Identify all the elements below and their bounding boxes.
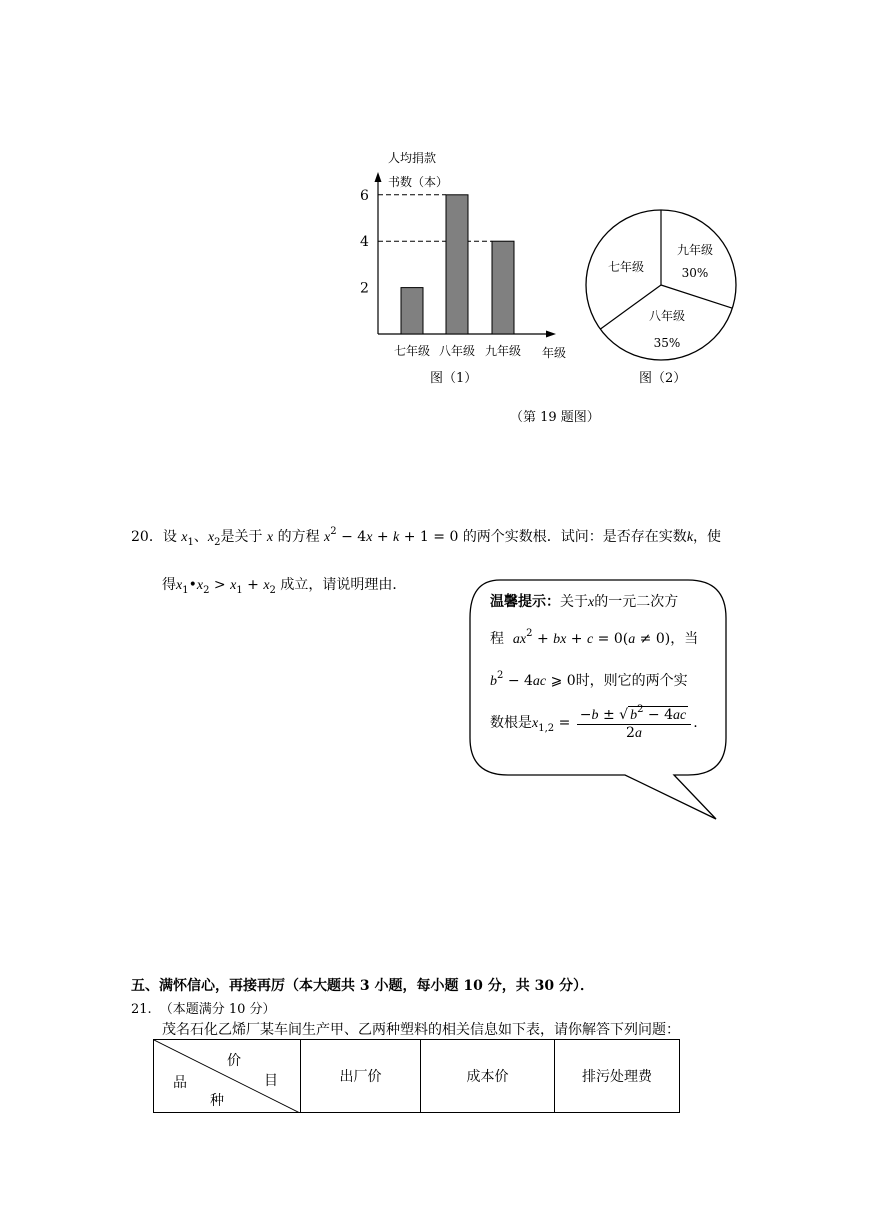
bar — [492, 241, 514, 334]
q20-text: 的方程 — [277, 529, 320, 545]
table-row — [154, 1040, 680, 1113]
question-20-line2: 得$x_1•x_2 > x_1 + x_2$ 成立，请说明理由． — [162, 577, 407, 596]
q20-eq: + — [376, 529, 389, 545]
q20-text: ，使 — [693, 529, 722, 545]
y-tick-label: 6 — [360, 187, 369, 204]
hint-text: 关于 — [560, 594, 588, 610]
table-corner-cell — [154, 1040, 301, 1113]
x-axis-arrow — [546, 331, 556, 338]
pie-slice-label: 九年级 — [676, 243, 714, 257]
hint-content: 温馨提示：关于x的一元二次方 程 $ax^2$ + bx + c = 0(a ≠ 0)，当 $b^2 - 4ac$ ⩾ 0时，则它的两个实 数根是$x_{1,2}$ = $\frac{-b \pm √ b^2 - 4ac}{2a}$ . — [490, 594, 699, 741]
table-header-cell: 出厂价 — [301, 1040, 421, 1113]
corner-label-right: 目 — [264, 1073, 278, 1089]
hint-text: 的一元二次方 — [594, 594, 679, 610]
corner-label-left: 品 — [173, 1075, 187, 1091]
q20-eq: − 4 — [341, 529, 367, 545]
q20-text: 是关于 — [220, 529, 263, 545]
pie-slice-label: 七年级 — [607, 260, 645, 274]
figure-19-caption: （第 19 题图） — [510, 410, 600, 425]
x-tick-label: 七年级 — [393, 344, 431, 358]
bar-chart-ylabel-line2: 书数（本） — [388, 175, 449, 189]
pie-chart — [585, 200, 755, 400]
q20-eq: + 1 = 0 — [403, 529, 459, 545]
question-21-header — [131, 998, 276, 1017]
corner-label-top: 价 — [227, 1053, 241, 1069]
x-tick-label: 八年级 — [438, 344, 476, 358]
y-axis-arrow — [375, 172, 382, 182]
q20-sep: 、 — [193, 529, 208, 545]
hint-text: 程 — [490, 631, 504, 647]
hint-text: 时，则它的两个实 — [575, 673, 688, 689]
pie-chart-caption: 图（2） — [639, 371, 687, 386]
q20-text: 得 — [162, 577, 176, 593]
pie-percent-label: 30% — [681, 266, 709, 280]
bar-chart — [340, 140, 590, 400]
pie-percent-label: 35% — [653, 336, 681, 350]
section-5-title: 五、满怀信心，再接再厉（本大题共 3 小题，每小题 10 分，共 30 分）． — [131, 978, 594, 994]
root-formula: $\frac{-b \pm √ b^2 - 4ac}{2a}$ — [577, 705, 691, 741]
y-tick-label: 4 — [360, 234, 369, 251]
q20-text: 设 — [162, 529, 177, 545]
question-20-line1: 20．设 $x_1$、$x_2$是关于 x 的方程 $x^2 - 4x + k + 1 = 0$ 的两个实数根．试问：是否存在实数k，使 — [131, 526, 722, 548]
corner-label-bottom: 种 — [210, 1093, 224, 1109]
hint-title: 温馨提示： — [490, 594, 560, 610]
q20-text: 成立，请说明理由． — [280, 577, 407, 593]
bar — [401, 288, 423, 334]
bar — [446, 195, 468, 334]
y-tick-label: 2 — [360, 280, 369, 297]
plastics-table — [153, 1039, 680, 1113]
question-number: 20． — [131, 529, 163, 545]
table-header-cell: 排污处理费 — [555, 1040, 680, 1113]
pie-slice-label: 八年级 — [648, 309, 686, 323]
hint-text: ，当 — [670, 631, 699, 647]
table-header-cell: 成本价 — [421, 1040, 555, 1113]
x-tick-label: 九年级 — [484, 344, 522, 358]
question-21-intro: 茂名石化乙烯厂某车间生产甲、乙两种塑料的相关信息如下表，请你解答下列问题： — [162, 1022, 680, 1038]
question-number: 21. — [131, 1002, 152, 1017]
bar-chart-xlabel: 年级 — [542, 346, 567, 360]
q21-score: （本题满分 10 分） — [159, 1002, 276, 1017]
q20-text: 的两个实数根．试问：是否存在实数 — [462, 529, 687, 545]
hint-text: 数根是 — [490, 715, 532, 731]
bar-chart-ylabel-line1: 人均捐款 — [388, 151, 437, 165]
bar-chart-caption: 图（1） — [430, 371, 478, 386]
